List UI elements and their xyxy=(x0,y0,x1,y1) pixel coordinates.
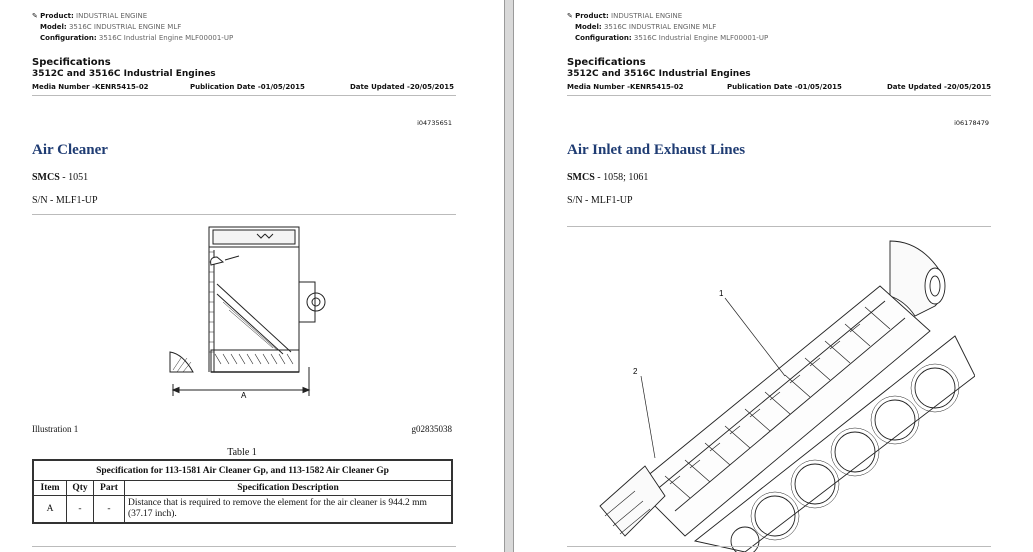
smcs-value: - 1058; 1061 xyxy=(594,172,649,183)
config-value: 3516C Industrial Engine MLF00001-UP xyxy=(633,34,769,42)
product-label: Product: xyxy=(575,12,609,20)
table-cell: - xyxy=(67,496,94,524)
publication-date: Publication Date -01/05/2015 xyxy=(727,83,842,91)
footer-rule xyxy=(32,546,456,547)
table-caption: Table 1 xyxy=(227,447,257,458)
config-value: 3516C Industrial Engine MLF00001-UP xyxy=(98,34,234,42)
product-value: INDUSTRIAL ENGINE xyxy=(611,12,683,20)
spec-table xyxy=(32,459,453,524)
media-number: Media Number -KENR5415-02 xyxy=(567,83,684,91)
document-meta xyxy=(32,11,233,44)
media-id: i06178479 xyxy=(954,119,989,127)
section-rule xyxy=(567,226,991,227)
config-label: Configuration: xyxy=(40,34,97,42)
section-rule xyxy=(32,214,456,215)
footer-rule xyxy=(567,546,991,547)
model-value: 3516C INDUSTRIAL ENGINE MLF xyxy=(603,23,717,31)
spec-subheading: 3512C and 3516C Industrial Engines xyxy=(32,69,216,79)
smcs-label: SMCS xyxy=(32,172,60,183)
product-icon: ✎ xyxy=(567,12,576,20)
date-updated: Date Updated -20/05/2015 xyxy=(887,83,992,91)
table-cell: Distance that is required to remove the element for the air cleaner is 944.2 mm (37.17 inch). xyxy=(125,496,453,524)
product-value: INDUSTRIAL ENGINE xyxy=(76,12,148,20)
smcs-value: - 1051 xyxy=(59,172,89,183)
air-cleaner-illustration xyxy=(165,222,335,404)
table-cell: - xyxy=(94,496,125,524)
spec-heading: Specifications xyxy=(567,57,646,68)
spec-subheading: 3512C and 3516C Industrial Engines xyxy=(567,69,751,79)
page-title: Air Cleaner xyxy=(32,142,108,158)
model-value: 3516C INDUSTRIAL ENGINE MLF xyxy=(68,23,182,31)
media-number: Media Number -KENR5415-02 xyxy=(32,83,149,91)
date-updated: Date Updated -20/05/2015 xyxy=(350,83,455,91)
page-divider-scrollbar[interactable] xyxy=(504,0,514,552)
illustration-id: g02835038 xyxy=(411,424,452,434)
document-meta xyxy=(567,11,768,44)
product-label: Product: xyxy=(40,12,74,20)
table-row xyxy=(33,496,452,524)
right-page xyxy=(515,0,1033,552)
product-icon: ✎ xyxy=(32,12,41,20)
config-label: Configuration: xyxy=(575,34,632,42)
page-title: Air Inlet and Exhaust Lines xyxy=(567,142,746,158)
media-id: i04735651 xyxy=(417,119,452,127)
engine-illustration xyxy=(595,236,975,552)
serial-number: S/N - MLF1-UP xyxy=(32,195,98,206)
callout-2: 2 xyxy=(633,367,638,376)
smcs-line xyxy=(32,172,88,183)
dimension-label: A xyxy=(241,391,247,400)
table-cell: A xyxy=(33,496,67,524)
model-label: Model: xyxy=(575,23,602,31)
model-label: Model: xyxy=(40,23,67,31)
header-rule xyxy=(567,95,991,96)
serial-number: S/N - MLF1-UP xyxy=(567,195,633,206)
header-rule xyxy=(32,95,456,96)
table-header-row xyxy=(33,481,452,496)
callout-1: 1 xyxy=(719,289,724,298)
smcs-label: SMCS xyxy=(567,172,595,183)
publication-date: Publication Date -01/05/2015 xyxy=(190,83,305,91)
table-title: Specification for 113-1581 Air Cleaner Gp, and 113-1582 Air Cleaner Gp xyxy=(33,460,452,481)
table-title-row xyxy=(33,460,452,481)
smcs-line xyxy=(567,172,648,183)
column-header: Qty xyxy=(67,481,94,496)
left-page xyxy=(0,0,503,552)
column-header: Specification Description xyxy=(125,481,453,496)
spec-heading: Specifications xyxy=(32,57,111,68)
column-header: Item xyxy=(33,481,67,496)
illustration-label: Illustration 1 xyxy=(32,424,79,434)
column-header: Part xyxy=(94,481,125,496)
